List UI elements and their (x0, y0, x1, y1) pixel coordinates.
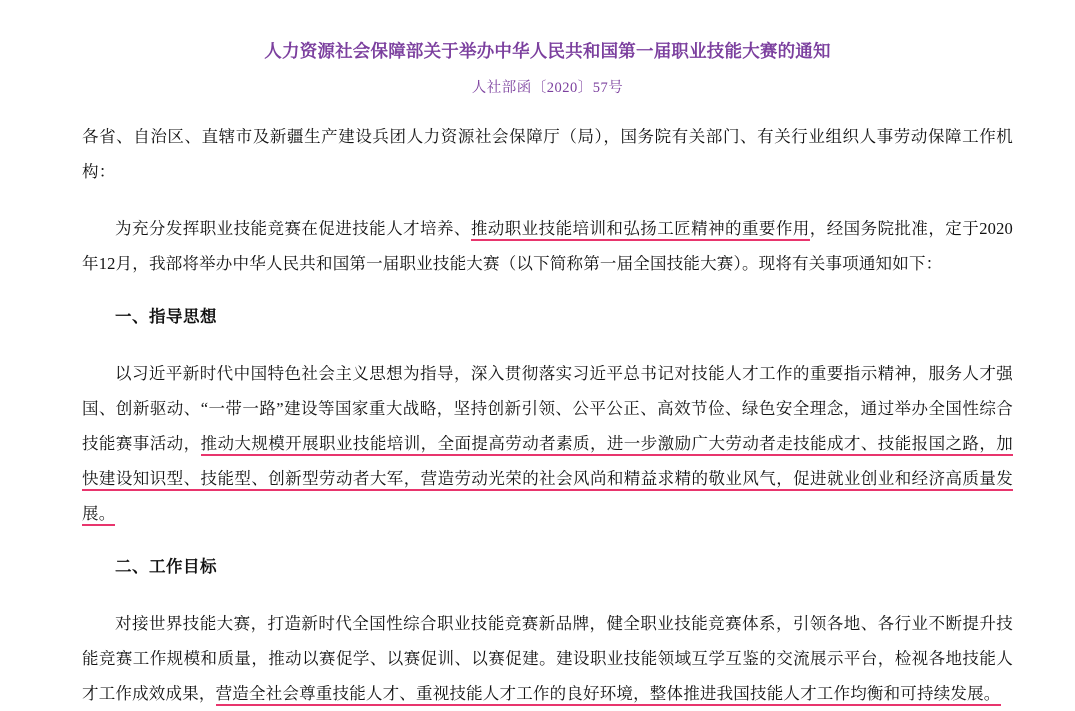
document-number: 人社部函〔2020〕57号 (471, 80, 624, 97)
intro-text-part2: ，经国务院批准，定于2020年12月，我部将举办中华人民共和国第一届职业技能大赛（以下简称第一届全国技能大赛）。现将有关事项通知如下： (82, 219, 1013, 274)
page-title (82, 38, 1013, 64)
section2-text-part1: 对接世界技能大赛，打造新时代全国性综合职业技能竞赛新品牌，健全职业技能竞赛体系，引领各地、各行业不断提升技能竞赛工作规模和质量，推动以赛促学、以赛促训、以赛促建。建设职业技能领域互学互鉴的交流展示平台，检视各地技能人才工作成效成果， (82, 614, 1013, 704)
section-heading-work-objectives: 二、工作目标 (115, 557, 217, 577)
section1-paragraph (82, 356, 1013, 531)
intro-text-part1: 为充分发挥职业技能竞赛在促进技能人才培养、 (115, 219, 471, 239)
section2-highlighted-text: 营造全社会尊重技能人才、重视技能人才工作的良好环境，整体推进我国技能人才工作均衡和可持续发展。 (216, 684, 1001, 706)
section-heading-guiding-ideology: 一、指导思想 (115, 307, 217, 327)
intro-paragraph (82, 211, 1013, 281)
addressee-text: 各省、自治区、直辖市及新疆生产建设兵团人力资源社会保障厅（局），国务院有关部门、有关行业组织人事劳动保障工作机构： (82, 127, 1013, 182)
addressee-paragraph (82, 119, 1013, 189)
page-title-text: 人力资源社会保障部关于举办中华人民共和国第一届职业技能大赛的通知 (264, 41, 831, 61)
intro-highlighted-text: 推动职业技能培训和弘扬工匠精神的重要作用 (471, 219, 810, 241)
section1-text-part1: 以习近平新时代中国特色社会主义思想为指导，深入贯彻落实习近平总书记对技能人才工作的重要指示精神，服务人才强国、创新驱动、“一带一路”建设等国家重大战略，坚持创新引领、公平公正、高效节俭、绿色安全理念，通过举办全国性综合技能赛事活动， (82, 364, 1013, 454)
section1-highlighted-text: 推动大规模开展职业技能培训，全面提高劳动者素质，进一步激励广大劳动者走技能成才、技能报国之路，加快建设知识型、技能型、创新型劳动者大军，营造劳动光荣的社会风尚和精益求精的敬业风气，促进就业创业和经济高质量发展。 (82, 434, 1013, 526)
